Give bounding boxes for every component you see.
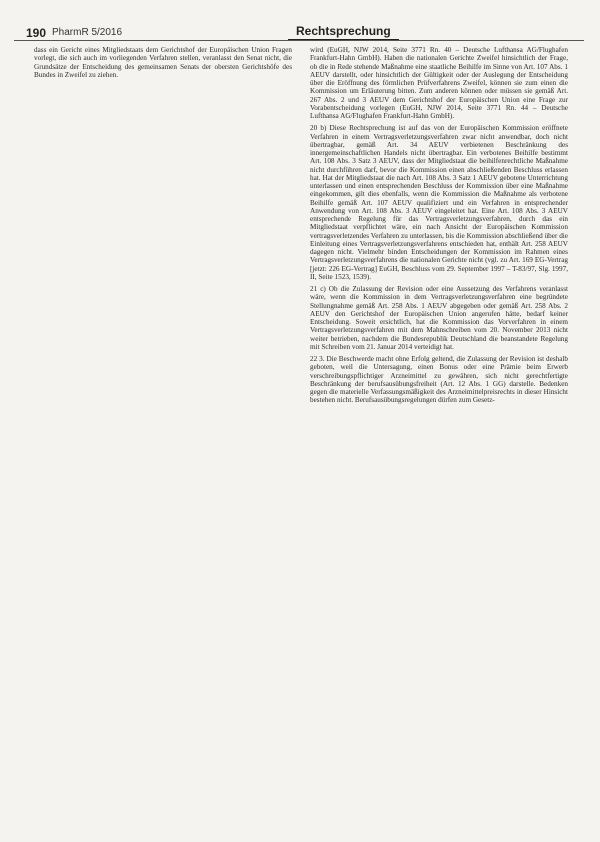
left-column — [34, 46, 292, 83]
page-header — [20, 14, 580, 42]
paragraph: 21 c) Ob die Zulassung der Revision oder eine Aussetzung des Verfahrens veranlasst wäre, wenn die Kommission in dem Vertragsverletzungsverfahren eine begründete Stellungnahme gemäß Art. 258 Abs. 1 AEUV abgegeben oder gemäß Art. 258 Abs. 2 AEUV den Gerichtshof der Europäischen Union angerufen hätte, bedarf keiner Entscheidung. Soweit ersichtlich, hat die Kommission das Vorverfahren in einem Vertragsverletzungsverfahren mit dem Mahnschreiben vom 20. November 2013 nicht weiter betrieben, nachdem die Bundesrepublik Deutschland die beanstandete Regelung mit Schreiben vom 21. Januar 2014 verteidigt hat. — [310, 285, 568, 351]
section-title: Rechtsprechung — [288, 24, 399, 40]
paragraph: dass ein Gericht eines Mitgliedstaats dem Gerichtshof der Europäischen Union Fragen vorlegt, die sich auch im vorliegenden Verfahren stellen, veranlasst den Senat nicht, die Grundsätze der Entscheidung des gemeinsamen Senats der obersten Gerichtshöfe des Bundes in Zweifel zu ziehen. — [34, 46, 292, 79]
paragraph: 20 b) Diese Rechtsprechung ist auf das von der Europäischen Kommission eröffnete Verfahren in einem Vertragsverletzungsverfahren zwar nicht anwendbar, doch nicht übertragbar, gemäß Art. 34 AEUV verbietenen Beschränkung des innergemeinschaftlichen Handels nicht übertragbar. Ein verbotenes Beihilfe bestimmt Art. 108 Abs. 3 Satz 3 AEUV, dass der Mitgliedstaat die beihilfenrechtliche Maßnahme nicht durchführen darf, bevor die Kommission einen abschließenden Beschluss erlassen hat. Hat der Mitgliedstaat die nach Art. 108 Abs. 3 Satz 1 AEUV gebotene Unterrichtung unterlassen und einen entsprechenden Beschluss der Kommission über eine Maßnahme eingekommen, gilt dies ebenfalls, wenn die Kommission die Maßnahme als verbotene Beihilfe gemäß Art. 107 AEUV qualifiziert und ein Verfahren in entsprechender Anwendung von Art. 108 Abs. 3 AEUV eingeleitet hat. Eine Art. 108 Abs. 3 AEUV entsprechende Regelung für das Vertragsverletzungsverfahren, durch das ein Mitgliedstaat verpflichtet wäre, ein nach Ansicht der Europäischen Kommission vertragsverletzendes Verfahren zu unterlassen, bis die Kommission abschließend über die Einleitung eines Vertragsverletzungsverfahrens entschieden hat, enthält Art. 258 AEUV dagegen nicht. Vielmehr binden Entscheidungen der Kommission im Rahmen eines Vertragsverletzungsverfahrens die nationalen Gerichte nicht (vgl. zu Art. 169 EG-Vertrag [jetzt: 226 EG-Vertrag] EuGH, Beschluss vom 29. September 1997 – T-83/97, Slg. 1997, II, Seite 1523, 1539). — [310, 124, 568, 281]
paragraph: 22 3. Die Beschwerde macht ohne Erfolg geltend, die Zulassung der Revision ist deshalb geboten, weil die Untersagung, einen Bonus oder eine Prämie beim Erwerb verschreibungspflichtiger Arzneimittel zu gewähren, sich nicht gerechtfertigte Beschränkung der berufsausübungsfreiheit (Art. 12 Abs. 1 GG) darstelle. Bedenken gegen die materielle Verfassungsmäßigkeit des Arzneimittelpreisrechts in dieser Hinsicht bestehen nicht. Berufsausübungsregelungen dürfen zum Gesetz- — [310, 355, 568, 405]
right-column — [310, 46, 568, 409]
header-rule — [14, 40, 584, 41]
paragraph: wird (EuGH, NJW 2014, Seite 3771 Rn. 40 – Deutsche Lufthansa AG/Flughafen Frankfurt-Hahn GmbH). Haben die nationalen Gerichte Zweifel hinsichtlich der Frage, ob die in Rede stehende Maßnahme eine staatliche Beihilfe im Sinne von Art. 107 Abs. 1 AEUV darstellt, oder hinsichtlich der Gültigkeit oder der Auslegung der Entscheidung über die Eröffnung des förmlichen Prüfverfahrens Zweifel, können sie zum einen die Kommission um Erläuterung bitten. Zum anderen können oder müssen sie gemäß Art. 267 Abs. 2 und 3 AEUV dem Gerichtshof der Europäischen Union eine Frage zur Vorabentscheidung vorlegen (EuGH, NJW 2014, Seite 3771 Rn. 44 – Deutsche Lufthansa AG/Flughafen Frankfurt-Hahn GmbH). — [310, 46, 568, 120]
page-number: 190 — [26, 26, 47, 40]
journal-reference: PharmR 5/2016 — [52, 27, 123, 38]
